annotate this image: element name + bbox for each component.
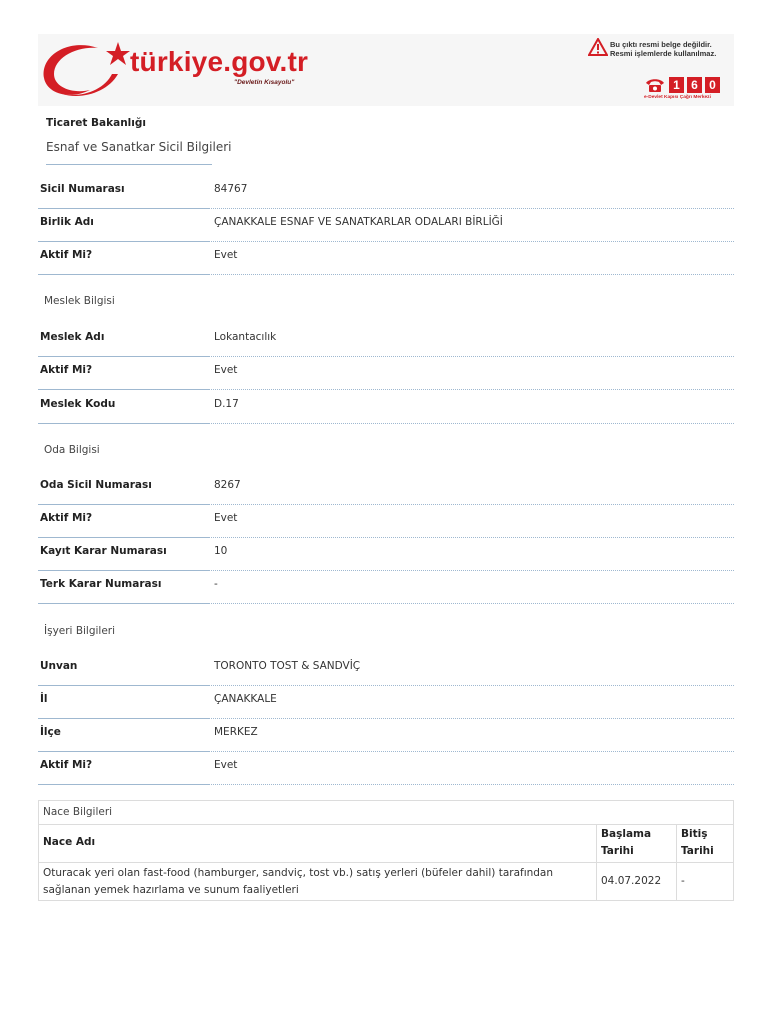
- turkiye-gov-logo[interactable]: [38, 34, 348, 106]
- end-date: -: [681, 875, 685, 887]
- row-divider: [208, 274, 734, 275]
- field-value: 84767: [214, 183, 248, 195]
- crescent-star-icon: [38, 34, 138, 106]
- field-label: Aktif Mi?: [40, 759, 93, 771]
- hotline-160: [644, 76, 726, 104]
- info-row-meslek-adi: [38, 322, 734, 354]
- nace-table: [38, 800, 734, 901]
- cell-nace-adi: [39, 863, 596, 900]
- field-label: Aktif Mi?: [40, 364, 93, 376]
- field-label: Terk Karar Numarası: [40, 578, 162, 590]
- field-label: İl: [40, 693, 48, 705]
- cell-baslama-tarihi: [596, 863, 676, 900]
- section-title-meslek: Meslek Bilgisi: [44, 295, 115, 307]
- start-date: 04.07.2022: [601, 875, 662, 887]
- warning-line-2: Resmi işlemlerde kullanılmaz.: [610, 49, 717, 58]
- info-row-sicil-numarasi: [38, 174, 734, 206]
- field-label: Meslek Adı: [40, 331, 105, 343]
- field-value: Lokantacılık: [214, 331, 277, 343]
- hotline-digit: 1: [669, 77, 684, 93]
- field-label: Birlik Adı: [40, 216, 94, 228]
- header-cell-nace-adi: [39, 824, 596, 862]
- field-value: Evet: [214, 512, 238, 524]
- field-value: 10: [214, 545, 228, 557]
- field-value: Evet: [214, 364, 238, 376]
- info-row-oda-sicil: [38, 470, 734, 502]
- warning-triangle-icon: [588, 38, 608, 56]
- field-value: TORONTO TOST & SANDVİÇ: [214, 660, 361, 672]
- not-official-warning: [588, 38, 726, 60]
- field-value: ÇANAKKALE: [214, 693, 277, 705]
- row-divider: [38, 784, 208, 785]
- header-label: Nace Adı: [43, 836, 96, 848]
- info-row-ilce: [38, 717, 734, 749]
- field-label: Kayıt Karar Numarası: [40, 545, 167, 557]
- header-label: Bitiş Tarihi: [681, 828, 714, 857]
- info-row-terk-karar: [38, 569, 734, 601]
- section-title-isyeri: İşyeri Bilgileri: [44, 625, 116, 637]
- row-divider: [38, 603, 208, 604]
- row-divider: [208, 784, 734, 785]
- header-cell-baslama-tarihi: [596, 824, 676, 862]
- nace-name: Oturacak yeri olan fast-food (hamburger, sandviç, tost vb.) satış yerleri (büfeler dahil) tarafından sağlanan yemek hazırlama ve sunum faaliyetleri: [43, 867, 554, 896]
- field-value: Evet: [214, 759, 238, 771]
- brand-wordmark: türkiye.gov.tr: [130, 46, 309, 77]
- field-value: Evet: [214, 249, 238, 261]
- title-divider: [46, 164, 212, 165]
- header-label: Başlama Tarihi: [601, 828, 652, 857]
- info-row-oda-aktif: [38, 503, 734, 535]
- row-divider: [38, 274, 208, 275]
- field-label: Oda Sicil Numarası: [40, 479, 152, 491]
- phone-icon: [644, 77, 666, 93]
- table-row: [39, 863, 733, 900]
- ministry-title: Ticaret Bakanlığı: [46, 117, 146, 129]
- info-row-meslek-aktif: [38, 355, 734, 387]
- page-title: Esnaf ve Sanatkar Sicil Bilgileri: [46, 140, 232, 154]
- nace-table-header: [39, 824, 733, 863]
- info-row-birlik-adi: [38, 207, 734, 239]
- field-label: Aktif Mi?: [40, 512, 93, 524]
- info-row-unvan: [38, 651, 734, 683]
- row-divider: [208, 423, 734, 424]
- info-row-meslek-kodu: [38, 389, 734, 421]
- field-value: D.17: [214, 398, 239, 410]
- info-row-aktif-mi: [38, 240, 734, 272]
- hotline-digit: 0: [705, 77, 720, 93]
- cell-bitis-tarihi: [676, 863, 733, 900]
- nace-table-title: Nace Bilgileri: [43, 806, 113, 818]
- brand-slogan: "Devletin Kısayolu": [234, 79, 295, 86]
- field-value: ÇANAKKALE ESNAF VE SANATKARLAR ODALARI BİRLİĞİ: [214, 216, 503, 228]
- hotline-digit: 6: [687, 77, 702, 93]
- field-label: Unvan: [40, 660, 78, 672]
- nace-table-caption: [39, 801, 733, 825]
- field-value: MERKEZ: [214, 726, 258, 738]
- field-label: İlçe: [40, 726, 61, 738]
- field-label: Meslek Kodu: [40, 398, 116, 410]
- warning-line-1: Bu çıktı resmi belge değildir.: [610, 40, 712, 49]
- field-value: 8267: [214, 479, 241, 491]
- info-row-kayit-karar: [38, 536, 734, 568]
- row-divider: [208, 603, 734, 604]
- field-label: Aktif Mi?: [40, 249, 93, 261]
- header-cell-bitis-tarihi: [676, 824, 733, 862]
- row-divider: [38, 423, 208, 424]
- section-title-oda: Oda Bilgisi: [44, 444, 100, 456]
- info-row-isyeri-aktif: [38, 750, 734, 782]
- field-label: Sicil Numarası: [40, 183, 125, 195]
- field-value: -: [214, 578, 218, 590]
- hotline-caption: e-Devlet Kapısı Çağrı Merkezi: [644, 95, 711, 100]
- site-header: [38, 34, 734, 106]
- info-row-il: [38, 684, 734, 716]
